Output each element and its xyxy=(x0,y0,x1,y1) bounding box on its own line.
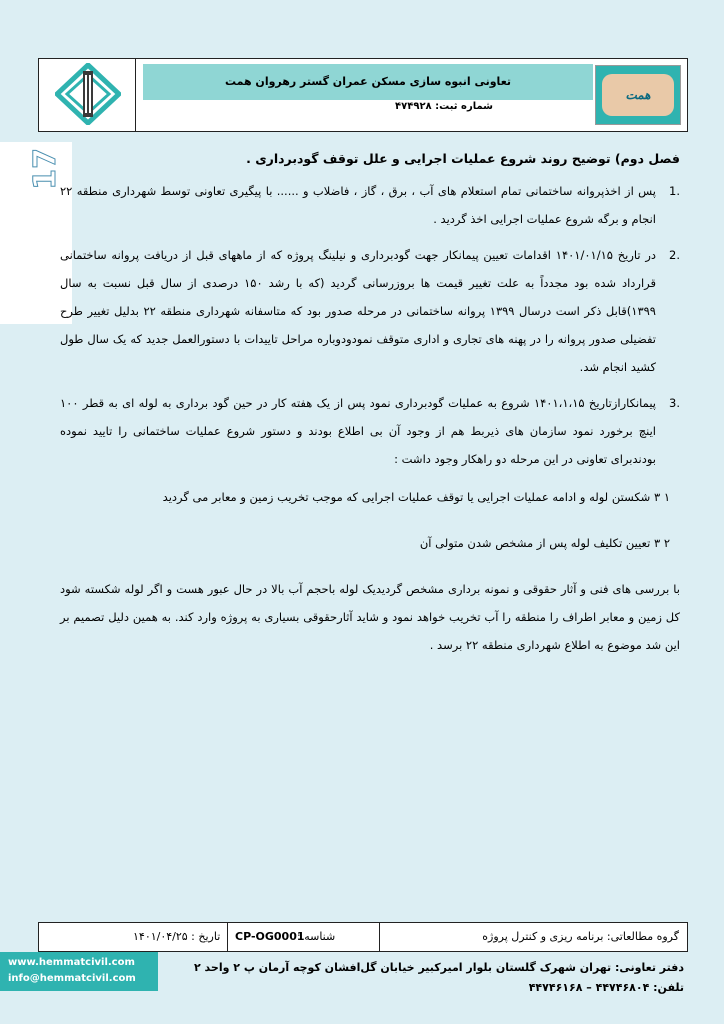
footer-divider xyxy=(227,923,228,951)
footer-date: تاریخ : ۱۴۰۱/۰۴/۲۵ xyxy=(133,930,221,943)
list-item xyxy=(60,177,680,233)
contact-box xyxy=(0,952,158,991)
company-logo-right xyxy=(595,65,681,125)
logo-text: همت xyxy=(602,74,674,116)
header-divider xyxy=(135,59,136,131)
footer-id-label: شناسه : xyxy=(297,930,336,943)
sub-item: ۱ ۳ شکستن لوله و ادامه عملیات اجرایی یا توقف عملیات اجرایی که موجب تخریب زمین و معابر می گردید xyxy=(162,490,670,504)
list-item xyxy=(60,389,680,473)
footer-divider xyxy=(379,923,380,951)
item-number: .2 xyxy=(669,248,680,262)
company-name: تعاونی انبوه سازی مسکن عمران گستر رهروان همت xyxy=(224,75,512,88)
address-line: دفتر تعاونی: تهران شهرک گلستان بلوار امیرکبیر خیابان گل‌افشان کوچه آرمان پ ۲ واحد ۲ xyxy=(193,961,684,974)
closing-paragraph: با بررسی های فنی و آثار حقوقی و نمونه برداری مشخص گردیدیک لوله باحجم آب بالا در حال عبور هست و اگر لوله شکسته شود کل زمین و معابر اطراف را منطقه را آب تخریب خواهد نمود و شاید آثارحقوقی بسیاری به پروژه وارد کند. به همین دلیل تصمیم بر این شد موضوع به اطلاع شهرداری منطقه ۲۲ برسد . xyxy=(60,582,680,652)
item-text: پس از اخذپروانه ساختمانی تمام استعلام های آب ، برق ، گاز ، فاضلاب و ...... با پیگیری تعاونی توسط شهرداری منطقه ۲۲ انجام و برگه شروع عملیات اجرایی اخذ گردید . xyxy=(60,184,656,226)
sub-item: ۲ ۳ تعیین تکلیف لوله پس از مشخص شدن متولی آن xyxy=(419,536,670,550)
office-address xyxy=(194,958,684,998)
document-body xyxy=(60,145,680,659)
page-number: 17 xyxy=(28,148,63,190)
phone-line: تلفن: ۴۴۷۴۶۸۰۴ – ۴۴۷۴۶۱۶۸ xyxy=(528,981,684,994)
email-link[interactable]: info@hemmatcivil.com xyxy=(8,973,136,984)
document-footer xyxy=(38,922,688,952)
registration-number: شماره ثبت: ۴۷۴۹۲۸ xyxy=(395,101,493,112)
website-link[interactable]: www.hemmatcivil.com xyxy=(8,957,135,968)
item-number: .1 xyxy=(669,184,680,198)
footer-group: گروه مطالعاتی: برنامه ریزی و کنترل پروژه xyxy=(482,930,679,943)
item-text: پیمانکارازتاریخ ۱۴۰۱،۱،۱۵ شروع به عملیات گودبرداری نمود پس از یک هفته کار در حین گود برداری به لوله ای به قطر ۱۰۰ اینچ برخورد نمود سازمان های ذیربط هم از وجود آن بی اطلاع بودند و دستور شروع عملیات ساختمانی را تایید نموده بودندبرای تعاونی در این مرحله دو راهکار وجود داشت : xyxy=(60,396,656,466)
title-band xyxy=(143,64,593,100)
document-header xyxy=(38,58,688,132)
chapter-title: فصل دوم) توضیح روند شروع عملیات اجرایی و علل توقف گودبرداری . xyxy=(246,151,680,166)
list-item xyxy=(60,241,680,381)
building-logo-icon xyxy=(55,63,121,125)
item-number: .3 xyxy=(669,396,680,410)
item-text: در تاریخ ۱۴۰۱/۰۱/۱۵ اقدامات تعیین پیمانکار جهت گودبرداری و نیلینگ پروژه که از ماههای قبل از دریافت پروانه ساختمانی قرارداد شده بود مجدداً به علت تغییر قیمت ها بروزرسانی گردید (که با رشد ۱۵۰ درصدی از سال قبل نسبت به سال ۱۳۹۹)قابل ذکر است درسال ۱۳۹۹ پروانه ساختمانی در مرحله صدور بود که متاسفانه شهرداری منطقه ۲۲ بدلیل تغییر طرح تفضیلی صدور پروانه را در پهنه های تجاری و اداری متوقف نمودودوباره مراحل تاییدات با دستورالعمل جدید که یک سال طول کشید انجام شد. xyxy=(60,248,656,374)
footer-id-value: CP-OG0001 xyxy=(235,930,305,943)
